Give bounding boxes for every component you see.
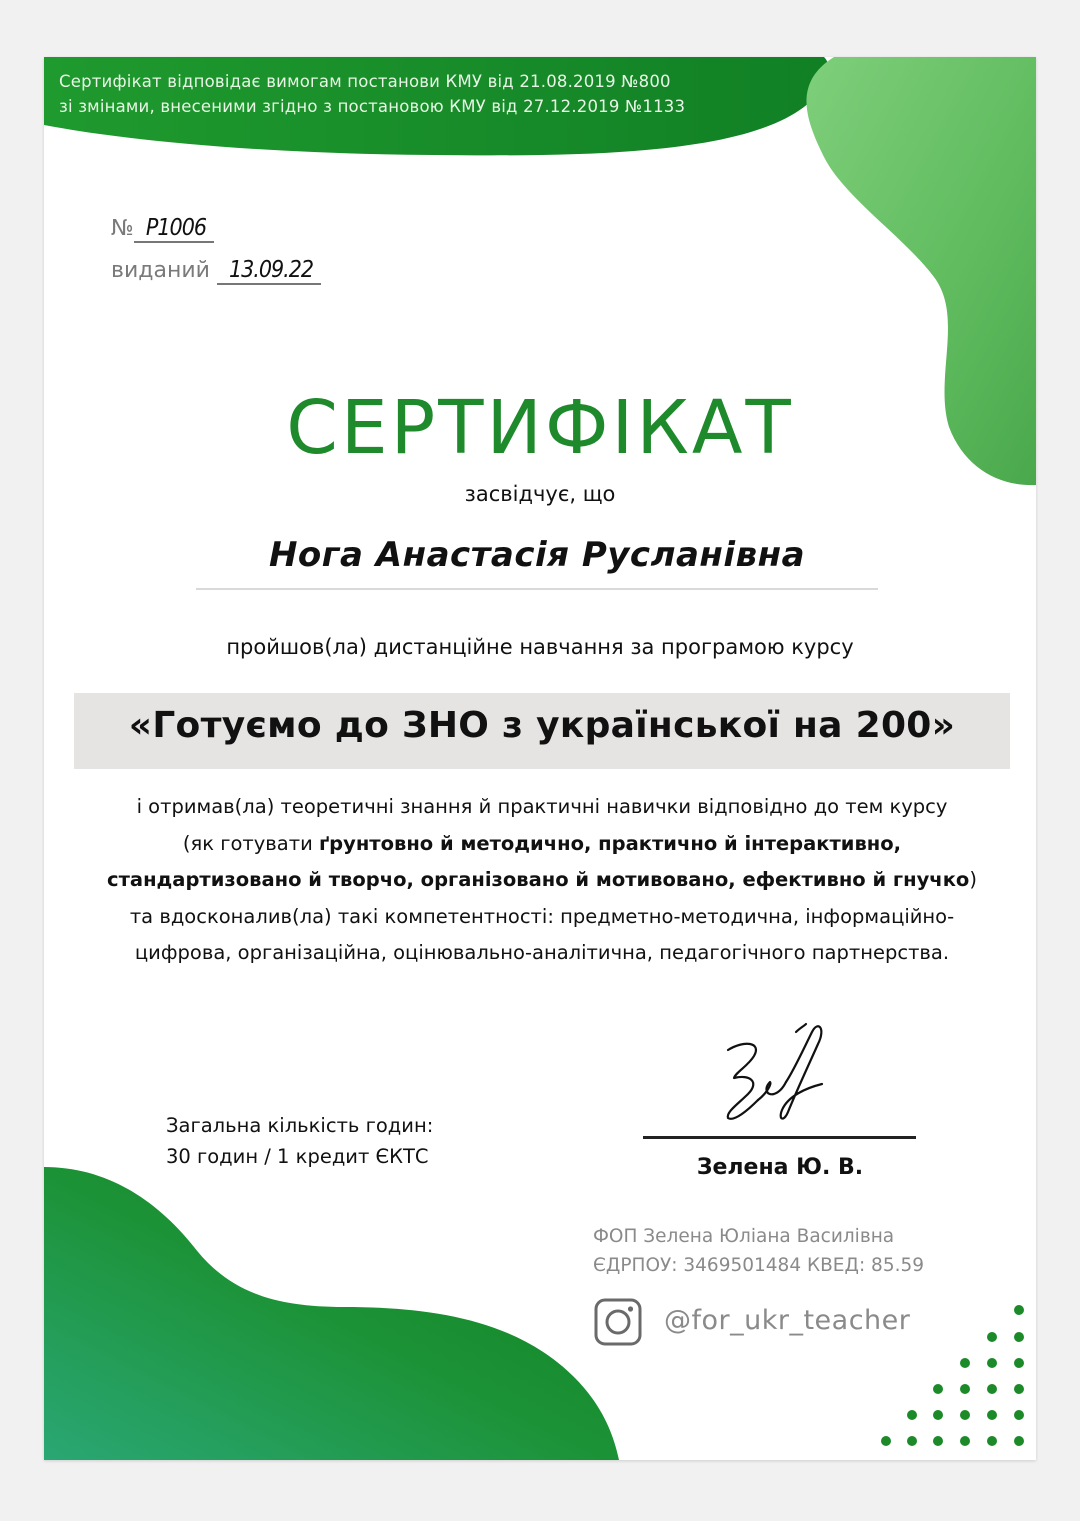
compliance-note [59, 69, 759, 119]
signature-line [643, 1136, 916, 1139]
business-details [593, 1222, 924, 1280]
recipient-name: Нога Анастасія Русланівна [268, 535, 806, 575]
bottom-left-blob [44, 1167, 624, 1460]
issue-date [111, 257, 321, 283]
recipient-underline [196, 588, 878, 590]
certificate-sheet [44, 57, 1036, 1460]
completed-text: пройшов(ла) дистанційне навчання за програмою курсу [226, 635, 854, 659]
description-line-3-suffix: ) [969, 868, 977, 891]
compliance-line-2: зі змінами, внесеними згідно з постановою КМУ від 27.12.2019 №1133 [59, 97, 686, 116]
business-codes: ЄДРПОУ: 3469501484 КВЕД: 85.59 [593, 1255, 925, 1276]
signer-name: Зелена Ю. В. [696, 1155, 864, 1180]
total-hours [166, 1110, 433, 1172]
instagram-icon [593, 1297, 643, 1347]
description-line-2-prefix: (як готувати [182, 831, 319, 855]
hours-label: Загальна кількість годин: [166, 1114, 434, 1137]
description-line-3 [74, 862, 1010, 899]
course-name: «Готуємо до ЗНО з української на 200» [128, 705, 956, 746]
description-line-5: цифрова, організаційна, оцінювально-аналітична, педагогічного партнерства. [134, 941, 950, 964]
business-name: ФОП Зелена Юліана Василівна [593, 1226, 895, 1247]
course-description [74, 789, 1010, 972]
certificate-title: СЕРТИФІКАТ [286, 385, 794, 471]
description-line-2-bold: ґрунтовно й методично, практично й інтерактивно, [318, 831, 902, 855]
description-line-3-bold: стандартизовано й творчо, організовано й мотивовано, ефективно й гнучко [107, 868, 970, 891]
issued-value: 13.09.22 [217, 257, 321, 285]
number-value: Р1006 [134, 215, 214, 243]
number-label: № [111, 216, 134, 241]
description-line-2 [74, 826, 1010, 863]
signature [714, 1022, 834, 1127]
issued-label: виданий [111, 258, 210, 283]
instagram-handle[interactable]: @for_ukr_teacher [664, 1305, 911, 1336]
description-line-4: та вдосконалив(ла) такі компетентності: предметно-методична, інформаційно- [129, 904, 955, 928]
compliance-line-1: Сертифікат відповідає вимогам постанови КМУ від 21.08.2019 №800 [59, 72, 671, 91]
certifies-text: засвідчує, що [464, 482, 616, 506]
certificate-number [111, 215, 214, 241]
hours-value: 30 годин / 1 кредит ЄКТС [166, 1145, 429, 1168]
description-line-1: і отримав(ла) теоретичні знання й практичні навички відповідно до тем курсу [136, 795, 948, 818]
